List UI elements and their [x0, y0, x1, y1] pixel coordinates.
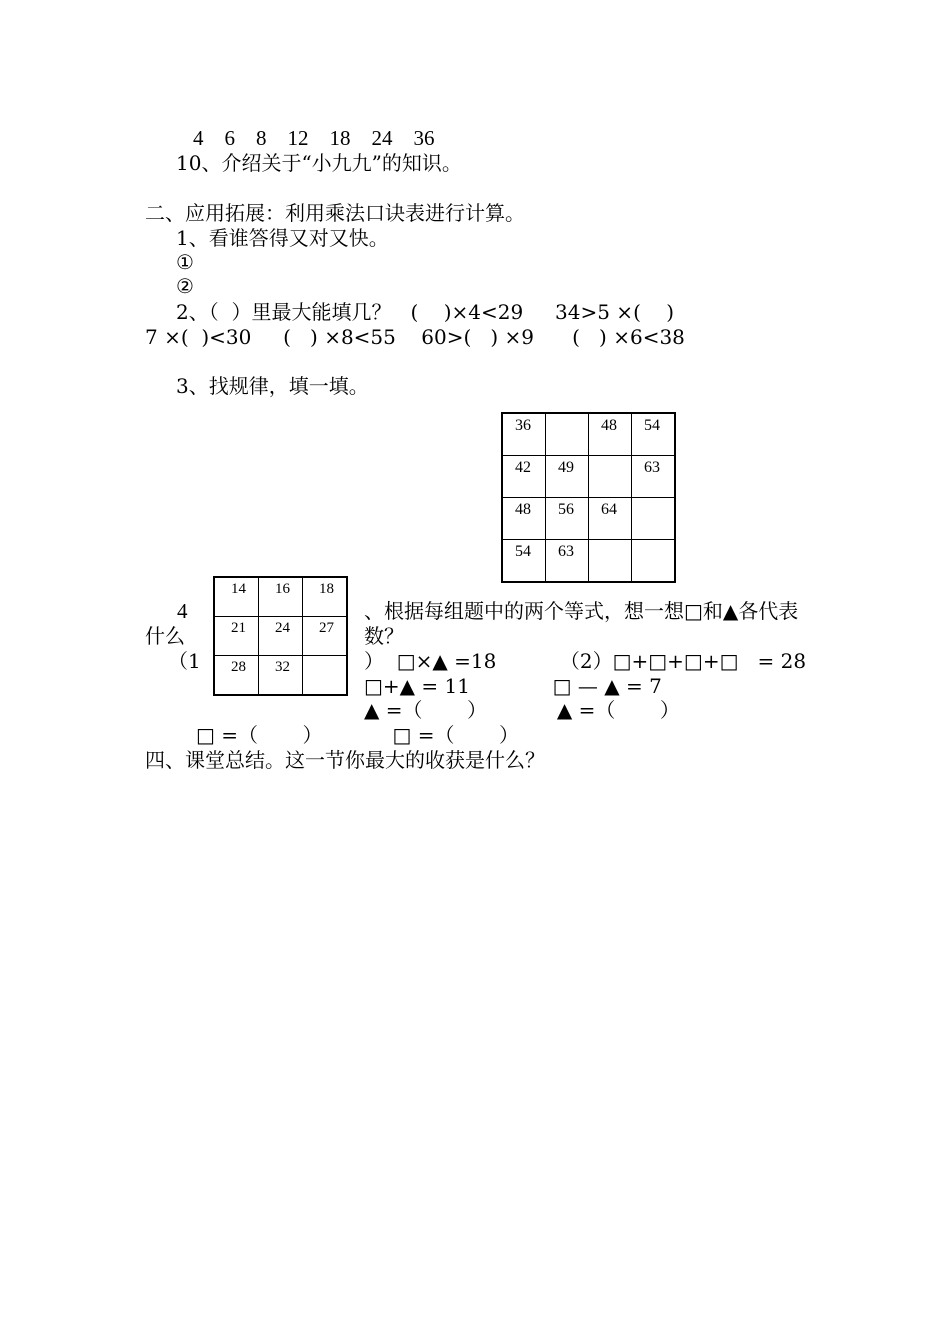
- grid-cell[interactable]: 21: [214, 617, 259, 656]
- pattern-grid-small: [213, 576, 348, 696]
- grid-cell[interactable]: 18: [303, 577, 348, 617]
- section-4-heading: 四、课堂总结。这一节你最大的收获是什么？: [145, 748, 545, 772]
- grid-cell[interactable]: 48: [502, 498, 546, 540]
- grid-cell[interactable]: 56: [546, 498, 589, 540]
- grid-cell[interactable]: 64: [589, 498, 632, 540]
- question-4-right-fragment: 数？: [364, 624, 404, 648]
- grid-cell[interactable]: 42: [502, 456, 546, 498]
- grid-cell[interactable]: 54: [632, 413, 676, 456]
- grid-cell[interactable]: 49: [546, 456, 589, 498]
- question-4-answer-triangle: ▲ =（ ） ▲ =（ ）: [364, 698, 680, 722]
- question-4-text: 、根据每组题中的两个等式，想一想□和▲各代表: [364, 599, 799, 623]
- question-2-line-2: 7 ×( )<30 ( ) ×8<55 60>( ) ×9 ( ) ×6<38: [145, 325, 685, 349]
- grid-cell[interactable]: 36: [502, 413, 546, 456]
- question-3: 3、找规律，填一填。: [176, 374, 369, 398]
- number-sequence: 4 6 8 12 18 24 36: [193, 126, 435, 150]
- question-4-equations-row-2: □+▲ = 11 □ — ▲ = 7: [364, 674, 662, 698]
- item-10: 10、介绍关于“小九九”的知识。: [176, 151, 462, 175]
- question-4-part-1-open: （1: [168, 649, 201, 673]
- question-2-line-1: 2、（ ）里最大能填几？ ( )×4<29 34>5 ×( ): [176, 300, 675, 324]
- question-1: 1、看谁答得又对又快。: [176, 226, 389, 250]
- grid-cell[interactable]: 32: [259, 656, 303, 696]
- grid-cell[interactable]: 24: [259, 617, 303, 656]
- pattern-grid-large: [501, 412, 676, 583]
- grid-cell[interactable]: 63: [632, 456, 676, 498]
- question-4-answer-square: □ =（ ） □ =（ ）: [196, 723, 519, 747]
- grid-cell[interactable]: 63: [546, 540, 589, 583]
- grid-cell[interactable]: 54: [502, 540, 546, 583]
- grid-cell[interactable]: 14: [214, 577, 259, 617]
- question-1-item-a: ①: [176, 250, 194, 274]
- grid-cell[interactable]: [632, 540, 676, 583]
- grid-cell[interactable]: 27: [303, 617, 348, 656]
- grid-cell[interactable]: [589, 456, 632, 498]
- grid-cell[interactable]: [546, 413, 589, 456]
- grid-cell[interactable]: [589, 540, 632, 583]
- question-4-equations-row-1: ） □×▲ =18 （2）□+□+□+□ = 28: [364, 649, 807, 673]
- grid-cell[interactable]: [303, 656, 348, 696]
- grid-cell[interactable]: 16: [259, 577, 303, 617]
- question-4-left-fragment: 什么: [145, 624, 185, 648]
- grid-cell[interactable]: [632, 498, 676, 540]
- grid-cell[interactable]: 48: [589, 413, 632, 456]
- grid-cell[interactable]: 28: [214, 656, 259, 696]
- question-4-number: 4: [177, 599, 188, 623]
- question-1-item-b: ②: [176, 274, 194, 298]
- section-2-heading: 二、应用拓展：利用乘法口诀表进行计算。: [145, 201, 525, 225]
